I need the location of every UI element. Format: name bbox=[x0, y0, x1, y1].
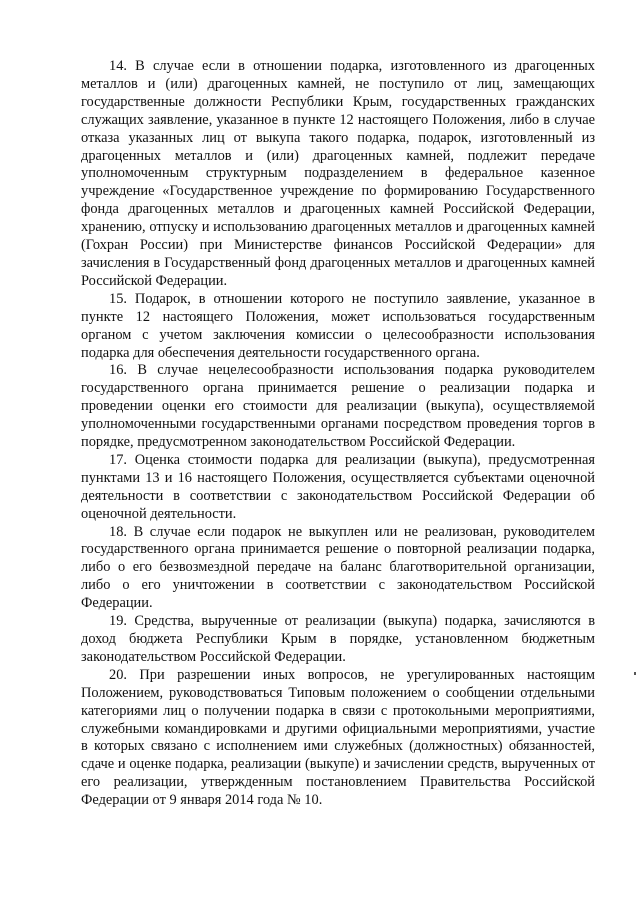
document-body bbox=[81, 58, 595, 810]
paragraph-19: 19. Средства, вырученные от реализации (выкупа) подарка, зачисляются в доход бюджета Республики Крым в порядке, установленном бюджетным законодательством Российской Федерации. bbox=[81, 613, 595, 665]
paragraph-16: 16. В случае нецелесообразности использования подарка руководителем государственного органа принимается решение о реализации подарка и проведении оценки его стоимости для реализации (выкупа), осуществляемой уполномоченными государственными органами посредством проведения торгов в порядке, предусмотренном законодательством Российской Федерации. bbox=[81, 362, 595, 451]
paragraph-15: 15. Подарок, в отношении которого не поступило заявление, указанное в пункте 12 настоящего Положения, может использоваться государственным органом с учетом заключения комиссии о целесообразности использования подарка для обеспечения деятельности государственного органа. bbox=[81, 290, 595, 361]
paragraph-17: 17. Оценка стоимости подарка для реализации (выкупа), предусмотренная пунктами 13 и 16 настоящего Положения, осуществляется субъектами оценочной деятельности в соответствии с законодательством Российской Федерации об оценочной деятельности. bbox=[81, 451, 595, 522]
paragraph-20: 20. При разрешении иных вопросов, не урегулированных настоящим Положением, руководствоваться Типовым положением о сообщении отдельными категориями лиц о получении подарка в связи с протокольными мероприятиями, служебными командировками и другими официальными мероприятиями, участие в которых связано с исполнением ими служебных (должностных) обязанностей, сдаче и оценке подарка, реализации (выкупе) и зачислении средств, вырученных от его реализации, утвержденным постановлением Правительства Российской Федерации от 9 января 2014 года № 10. bbox=[81, 666, 595, 809]
paragraph-18: 18. В случае если подарок не выкуплен или не реализован, руководителем государственного органа принимается решение о повторной реализации подарка, либо о его безвозмездной передаче на баланс благотворительной организации, либо о его уничтожении в соответствии с законодательством Российской Федерации. bbox=[81, 523, 595, 612]
paragraph-14: 14. В случае если в отношении подарка, изготовленного из драгоценных металлов и (или) драгоценных камней, не поступило от лиц, замещающих государственные должности Республики Крым, государственных гражданских служащих заявление, указанное в пункте 12 настоящего Положения, либо в случае отказа указанных лиц от выкупа такого подарка, подарок, изготовленный из драгоценных металлов и (или) драгоценных камней, подлежит передаче уполномоченным структурным подразделением в федеральное казенное учреждение «Государственное учреждение по формированию Государственного фонда драгоценных металлов и драгоценных камней Российской Федерации, хранению, отпуску и использованию драгоценных металлов и драгоценных камней (Гохран России) при Министерстве финансов Российской Федерации» для зачисления в Государственный фонд драгоценных металлов и драгоценных камней Российской Федерации. bbox=[81, 58, 595, 289]
scan-artifact bbox=[634, 672, 636, 675]
